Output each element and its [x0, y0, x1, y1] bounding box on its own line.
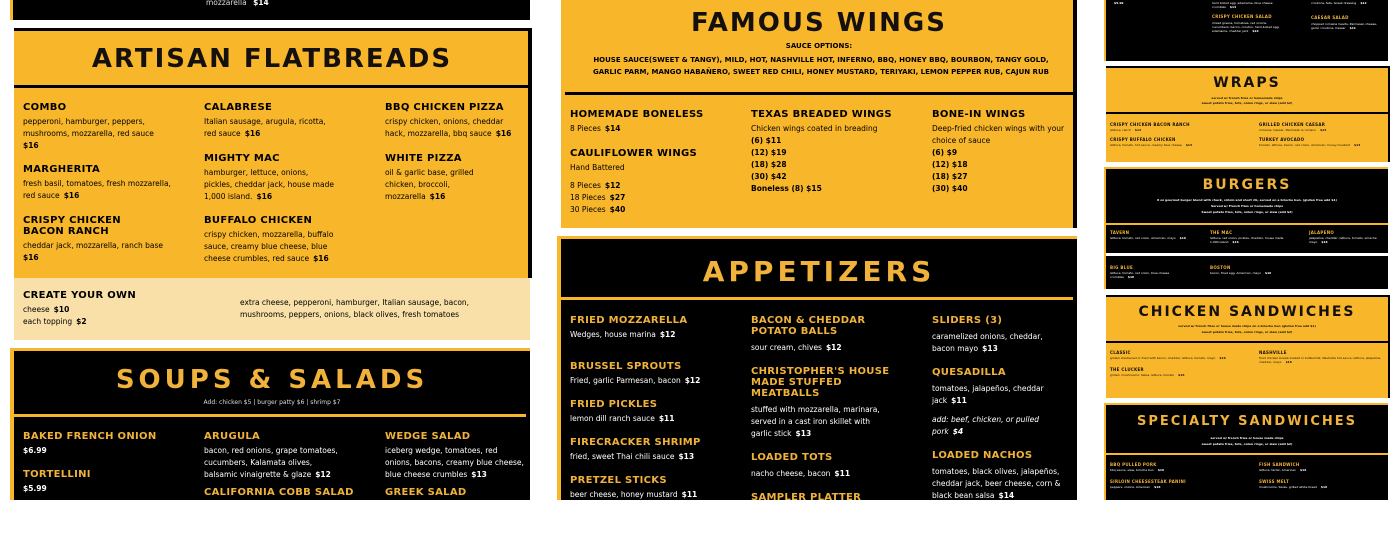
menu-item-california-cobb: CALIFORNIA COBB SALAD	[204, 487, 354, 498]
menu-item-sliders: SLIDERS (3) caramelized onions, cheddar, bacon mayo $13	[932, 315, 1043, 353]
menu-item-mighty-mac: MIGHTY MAC hamburger, lettuce, onions, pickles, cheddar jack, house made 1,000 island. $16	[204, 153, 334, 201]
soups-salads-panel	[10, 348, 530, 500]
menu-item-tortellini: TORTELLINI $5.99	[23, 469, 91, 493]
menu-item-wedge-salad: WEDGE SALAD iceberg wedge, tomatoes, red onions, bacons, creamy blue cheese, blue cheese crumbles $13	[385, 431, 524, 479]
appetizers-col-2	[751, 315, 891, 532]
menu-item-combo: COMBO pepperoni, hamburger, peppers, mushrooms, mozzarella, red sauce $16	[23, 102, 154, 150]
menu-item-pretzel-sticks: PRETZEL STICKS beer cheese, honey mustard $11	[570, 475, 698, 499]
menu-item-buffalo-chicken: BUFFALO CHICKEN crispy chicken, mozzarella, buffalo sauce, creamy blue cheese, blue cheese crumbles, red sauce $16	[204, 215, 334, 263]
menu-item-potato-balls: BACON & CHEDDAR POTATO BALLS sour cream, chives $12	[751, 315, 866, 352]
menu-item-calabrese: CALABRESE Italian sausage, arugula, ricotta, red sauce $16	[204, 102, 326, 138]
menu-item-homemade-boneless: HOMEMADE BONELESS 8 Pieces $14	[570, 109, 704, 133]
menu-item-firecracker-shrimp: FIRECRACKER SHRIMP fried, sweet Thai chili sauce $13	[570, 437, 701, 461]
soups-subtitle: Add: chicken $5 | burger patty $6 | shrimp $7	[203, 399, 341, 406]
menu-item-greek-salad: GREEK SALAD	[385, 487, 467, 498]
thumb-specialty-sandwiches: SPECIALTY SANDWICHES served w/ french fries or house made chips sweet potato fries, tots, onion rings, or slaw (add $2) BBQ PULLED PORK bbq sauce, slaw, brioche bun $16 SIRLOIN CHEESESTEAK PANINI peppers, onions, American $16 FISH SANDWICH lettuce, tartar, American $16 SWISS MELT mushrooms, Swiss, grilled white bread $16	[1104, 403, 1388, 500]
soups-title: SOUPS & SALADS	[115, 365, 429, 395]
strip-text: mozzarella	[206, 0, 247, 7]
menu-item-loaded-tots: LOADED TOTS nacho cheese, bacon $11	[751, 452, 851, 478]
menu-item-baked-french-onion: BAKED FRENCH ONION $6.99	[23, 431, 157, 455]
flatbreads-title: ARTISAN FLATBREADS	[91, 44, 453, 74]
sauce-options-list: HOUSE SAUCE(SWEET & TANGY), MILD, HOT, NASHVILLE HOT, INFERNO, BBQ, HONEY BBQ, BOURBON, TANGY GOLD, GARLIC PARM, MANGO HABAÑERO, SWEET RED CHILI, HONEY MUSTARD, TERIYAKI, LEMON PEPPER RUB, CAJUN RUB	[593, 56, 1049, 76]
menu-item-fried-pickles: FRIED PICKLES lemon dill ranch sauce $11	[570, 399, 675, 423]
menu-item-arugula: ARUGULA bacon, red onions, grape tomatoes, cucumbers, Kalamata olives, balsamic vinaigrette & glaze $12	[204, 431, 338, 479]
appetizers-panel	[557, 236, 1077, 531]
previous-panel-strip	[10, 0, 530, 20]
thumb-burgers: BURGERS 8 oz gourmet burger blend with chuck, sirloin and short rib, served on a brioche bun. (gluten free add $1) Served w/ French fries or homemade chips Sweet potato fries, tots, onion rings, or slaw (add $2) TAVERN lettuce, tomato, red onion, American, mayo $16 THE MAC lettuce, red onion, pickles, cheddar, house made 1,000 island $16 JALAPEÑO jalapeños, cheddar, lettuce, tomato, sriracha mayo $16 BIG BLUE lettuce, tomato, red onion, blue cheese crumbles $16 BOSTON bacon, fried egg, American, mayo $16	[1104, 167, 1388, 289]
create-your-own-box: CREATE YOUR OWN cheese $10 each topping $2 extra cheese, pepperoni, hamburger, Italian sausage, bacon, mushrooms, peppers, onions, black olives, fresh tomatoes	[14, 278, 530, 340]
menu-item-sampler-platter: SAMPLER PLATTER onion rings, boneless tenders, fried mozzarella $14	[751, 492, 884, 530]
thumb-wraps: WRAPS served w/ french fries or homemade chips sweet potato fries, tots, onion rings, or slaw (add $2) CRISPY CHICKEN BACON RANCH lettuce, ranch $13 CRISPY BUFFALO CHICKEN lettuce, tomato, hot sauce, creamy blue cheese $13 GRILLED CHICKEN CAESAR romaine, Caesar, Parmesan & romano $13 TURKEY AVOCADO tomato, lettuce, bacon, red onion, American, honey mustard $14	[1106, 66, 1390, 162]
menu-item-bone-in-wings: BONE-IN WINGS Deep-fried chicken wings with your choice of sauce (6) $9 (12) $18 (18) $27 (30) $40	[932, 109, 1065, 193]
menu-item-margherita: MARGHERITA fresh basil, tomatoes, fresh mozzarella, red sauce $16	[23, 164, 171, 200]
appetizers-col-3	[932, 315, 1067, 533]
menu-item-texas-breaded-wings: TEXAS BREADED WINGS Chicken wings coated in breading (6) $11 (12) $19 (18) $28 (30) $42 Boneless (8) $15	[751, 109, 892, 193]
sauce-options-label: SAUCE OPTIONS:	[785, 42, 853, 50]
flatbreads-panel	[14, 28, 536, 343]
strip-price: $14	[253, 0, 269, 7]
wings-title: FAMOUS WINGS	[691, 8, 947, 38]
menu-item-stuffed-meatballs: CHRISTOPHER'S HOUSE MADE STUFFED MEATBALLS stuffed with mozzarella, marinara, served in a cast iron skillet with garlic stick $13	[751, 366, 890, 438]
menu-item-brussel-sprouts: BRUSSEL SPROUTS Fried, garlic Parmesan, bacon $12	[570, 361, 701, 385]
menu-item-white-pizza: WHITE PIZZA oil & garlic base, grilled chicken, broccoli, mozzarella $16	[385, 153, 474, 201]
menu-item-loaded-nachos: LOADED NACHOS tomatoes, black olives, jalapeños, cheddar jack, beer cheese, corn & black bean salsa $14 add: beef, chicken, or pulled pork $5	[932, 450, 1061, 531]
menu-item-crispy-chicken-bacon-ranch: CRISPY CHICKEN BACON RANCH cheddar jack, mozzarella, ranch base $16	[23, 215, 163, 262]
appetizers-col-1	[570, 315, 730, 501]
thumb-divider	[1106, 253, 1390, 256]
menu-item-fried-mozzarella: FRIED MOZZARELLA Wedges, house marina $12	[570, 315, 688, 339]
thumb-salads-continued: $5.99 hard boiled egg, edamame, blue cheese crumbles $14 CRISPY CHICKEN SALAD mixed greens, tomatoes, red onions, cucumbers, bacon, crouton, hard-boiled egg, edamame, cheddar jack $16 croutons, feta, Greek dressing $12 CAESAR SALAD chopped romaine hearts, Parmesan cheese, garlic croutons, Caesar $11	[1104, 0, 1388, 61]
menu-item-quesadilla: QUESADILLA tomatoes, jalapeños, cheddar jack $11 add: beef, chicken, or pulled pork $4	[932, 367, 1044, 436]
thumb-chicken-sandwiches: CHICKEN SANDWICHES served w/ french fries or house made chips on a brioche bun (gluten free add $1) sweet potato fries, tots, onion rings, or slaw (add $2) CLASSIC grilled, blackened or fried with bacon, cheddar, lettuce, tomato, mayo $16 THE CLUCKER grilled, mushrooms, Swiss, lettuce, tomato $16 NASHVILLE fried chicken breast soaked in buttermilk, Nashville hot sauce, lettuce, jalapeños, cheddar, mayo $16	[1106, 295, 1390, 398]
appetizers-title: APPETIZERS	[702, 255, 936, 288]
wings-panel	[561, 0, 1081, 228]
menu-item-bbq-chicken-pizza: BBQ CHICKEN PIZZA crispy chicken, onions, cheddar hack, mozzarella, bbq sauce $16	[385, 102, 512, 138]
menu-item-cauliflower-wings: CAULIFLOWER WINGS Hand Battered 8 Pieces $12 18 Pieces $27 30 Pieces $40	[570, 148, 698, 214]
